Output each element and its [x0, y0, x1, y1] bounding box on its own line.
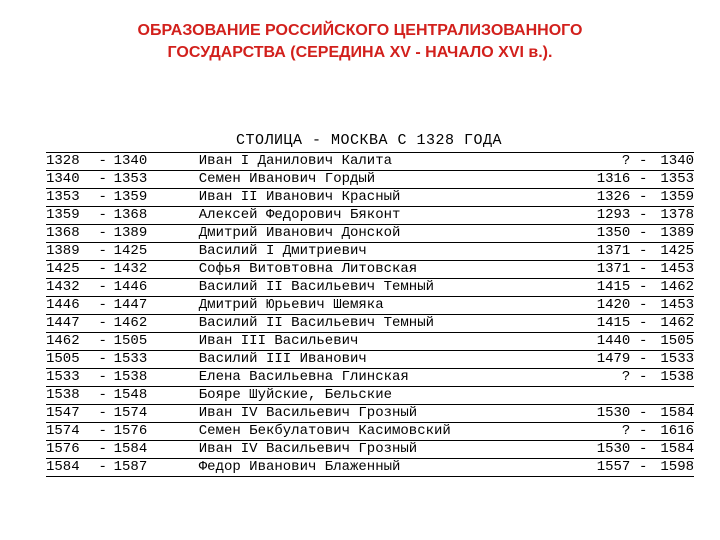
ruler-name: Иван IV Васильевич Грозный [199, 405, 579, 423]
ruler-name: Василий II Васильевич Темный [199, 279, 579, 297]
ruler-name: Иван II Иванович Красный [199, 189, 579, 207]
birth-year: 1415 [579, 279, 631, 297]
life-dash: - [630, 153, 656, 171]
reign-end: 1447 [110, 297, 199, 315]
ruler-name: Елена Васильевна Глинская [199, 369, 579, 387]
birth-year: 1371 [579, 243, 631, 261]
death-year: 1505 [656, 333, 694, 351]
death-year: 1340 [656, 153, 694, 171]
reign-end: 1359 [110, 189, 199, 207]
reign-end: 1587 [110, 459, 199, 477]
table-row [46, 441, 694, 459]
reign-end: 1340 [110, 153, 199, 171]
reign-start: 1359 [46, 207, 96, 225]
rulers-table [46, 152, 694, 477]
table-row [46, 423, 694, 441]
reign-end: 1389 [110, 225, 199, 243]
ruler-name: Иван IV Васильевич Грозный [199, 441, 579, 459]
reign-end: 1538 [110, 369, 199, 387]
reign-end: 1462 [110, 315, 199, 333]
birth-year: 1530 [579, 405, 631, 423]
life-dash: - [630, 261, 656, 279]
reign-end: 1584 [110, 441, 199, 459]
range-dash: - [96, 243, 110, 261]
ruler-name: Дмитрий Иванович Донской [199, 225, 579, 243]
birth-year: 1530 [579, 441, 631, 459]
death-year: 1425 [656, 243, 694, 261]
ruler-name: Алексей Федорович Бяконт [199, 207, 579, 225]
reign-start: 1576 [46, 441, 96, 459]
life-dash: - [630, 243, 656, 261]
birth-year: ? [579, 423, 631, 441]
reign-start: 1432 [46, 279, 96, 297]
ruler-name: Иван III Васильевич [199, 333, 579, 351]
reign-start: 1353 [46, 189, 96, 207]
ruler-name: Василий I Дмитриевич [199, 243, 579, 261]
page-title [0, 20, 720, 64]
birth-year: 1326 [579, 189, 631, 207]
reign-start: 1574 [46, 423, 96, 441]
death-year [656, 387, 694, 405]
life-dash: - [630, 297, 656, 315]
life-dash: - [630, 189, 656, 207]
death-year: 1359 [656, 189, 694, 207]
reign-end: 1425 [110, 243, 199, 261]
reign-end: 1576 [110, 423, 199, 441]
range-dash: - [96, 405, 110, 423]
life-dash: - [630, 171, 656, 189]
death-year: 1462 [656, 315, 694, 333]
birth-year: 1440 [579, 333, 631, 351]
reign-start: 1328 [46, 153, 96, 171]
range-dash: - [96, 369, 110, 387]
life-dash: - [630, 405, 656, 423]
ruler-name: Василий II Васильевич Темный [199, 315, 579, 333]
reign-start: 1462 [46, 333, 96, 351]
ruler-name: Дмитрий Юрьевич Шемяка [199, 297, 579, 315]
range-dash: - [96, 333, 110, 351]
life-dash: - [630, 369, 656, 387]
death-year: 1598 [656, 459, 694, 477]
table-row [46, 459, 694, 477]
life-dash: - [630, 441, 656, 459]
table-row [46, 189, 694, 207]
range-dash: - [96, 171, 110, 189]
birth-year: ? [579, 153, 631, 171]
reign-start: 1533 [46, 369, 96, 387]
birth-year: 1371 [579, 261, 631, 279]
reign-end: 1505 [110, 333, 199, 351]
death-year: 1453 [656, 261, 694, 279]
range-dash: - [96, 225, 110, 243]
death-year: 1462 [656, 279, 694, 297]
range-dash: - [96, 189, 110, 207]
death-year: 1389 [656, 225, 694, 243]
reign-start: 1447 [46, 315, 96, 333]
life-dash: - [630, 225, 656, 243]
death-year: 1378 [656, 207, 694, 225]
reign-start: 1547 [46, 405, 96, 423]
life-dash: - [630, 333, 656, 351]
table-row [46, 171, 694, 189]
reign-start: 1425 [46, 261, 96, 279]
birth-year: 1316 [579, 171, 631, 189]
birth-year: 1479 [579, 351, 631, 369]
range-dash: - [96, 261, 110, 279]
reign-start: 1389 [46, 243, 96, 261]
ruler-name: Софья Витовтовна Литовская [199, 261, 579, 279]
reign-end: 1432 [110, 261, 199, 279]
birth-year: ? [579, 369, 631, 387]
reign-end: 1446 [110, 279, 199, 297]
reign-start: 1446 [46, 297, 96, 315]
life-dash [630, 387, 656, 405]
death-year: 1353 [656, 171, 694, 189]
birth-year: 1350 [579, 225, 631, 243]
life-dash: - [630, 315, 656, 333]
reign-start: 1584 [46, 459, 96, 477]
range-dash: - [96, 441, 110, 459]
death-year: 1584 [656, 405, 694, 423]
table-row [46, 243, 694, 261]
death-year: 1616 [656, 423, 694, 441]
table-row [46, 153, 694, 171]
table-row [46, 405, 694, 423]
table-row [46, 207, 694, 225]
death-year: 1538 [656, 369, 694, 387]
birth-year [579, 387, 631, 405]
range-dash: - [96, 297, 110, 315]
life-dash: - [630, 459, 656, 477]
ruler-name: Семен Иванович Гордый [199, 171, 579, 189]
death-year: 1584 [656, 441, 694, 459]
reign-end: 1548 [110, 387, 199, 405]
table-row [46, 261, 694, 279]
range-dash: - [96, 459, 110, 477]
table-row [46, 369, 694, 387]
table-row [46, 315, 694, 333]
death-year: 1533 [656, 351, 694, 369]
ruler-name: Федор Иванович Блаженный [199, 459, 579, 477]
ruler-name: Иван I Данилович Калита [199, 153, 579, 171]
range-dash: - [96, 351, 110, 369]
life-dash: - [630, 279, 656, 297]
range-dash: - [96, 153, 110, 171]
death-year: 1453 [656, 297, 694, 315]
ruler-name: Бояре Шуйские, Бельские [199, 387, 579, 405]
birth-year: 1420 [579, 297, 631, 315]
ruler-name: Семен Бекбулатович Касимовский [199, 423, 579, 441]
table-row [46, 279, 694, 297]
table-caption: СТОЛИЦА - МОСКВА С 1328 ГОДА [236, 132, 503, 149]
range-dash: - [96, 315, 110, 333]
table-row [46, 225, 694, 243]
range-dash: - [96, 387, 110, 405]
title-line-1: ОБРАЗОВАНИЕ РОССИЙСКОГО ЦЕНТРАЛИЗОВАННОГО [137, 22, 583, 39]
reign-end: 1533 [110, 351, 199, 369]
birth-year: 1293 [579, 207, 631, 225]
range-dash: - [96, 423, 110, 441]
reign-end: 1574 [110, 405, 199, 423]
table-row [46, 333, 694, 351]
birth-year: 1557 [579, 459, 631, 477]
reign-start: 1368 [46, 225, 96, 243]
table-row [46, 387, 694, 405]
reign-end: 1353 [110, 171, 199, 189]
reign-start: 1505 [46, 351, 96, 369]
reign-start: 1538 [46, 387, 96, 405]
table-row [46, 351, 694, 369]
range-dash: - [96, 279, 110, 297]
range-dash: - [96, 207, 110, 225]
reign-start: 1340 [46, 171, 96, 189]
life-dash: - [630, 207, 656, 225]
table-row [46, 297, 694, 315]
reign-end: 1368 [110, 207, 199, 225]
ruler-name: Василий III Иванович [199, 351, 579, 369]
birth-year: 1415 [579, 315, 631, 333]
life-dash: - [630, 423, 656, 441]
title-line-2: ГОСУДАРСТВА (СЕРЕДИНА XV - НАЧАЛО XVI в.). [167, 44, 553, 61]
life-dash: - [630, 351, 656, 369]
